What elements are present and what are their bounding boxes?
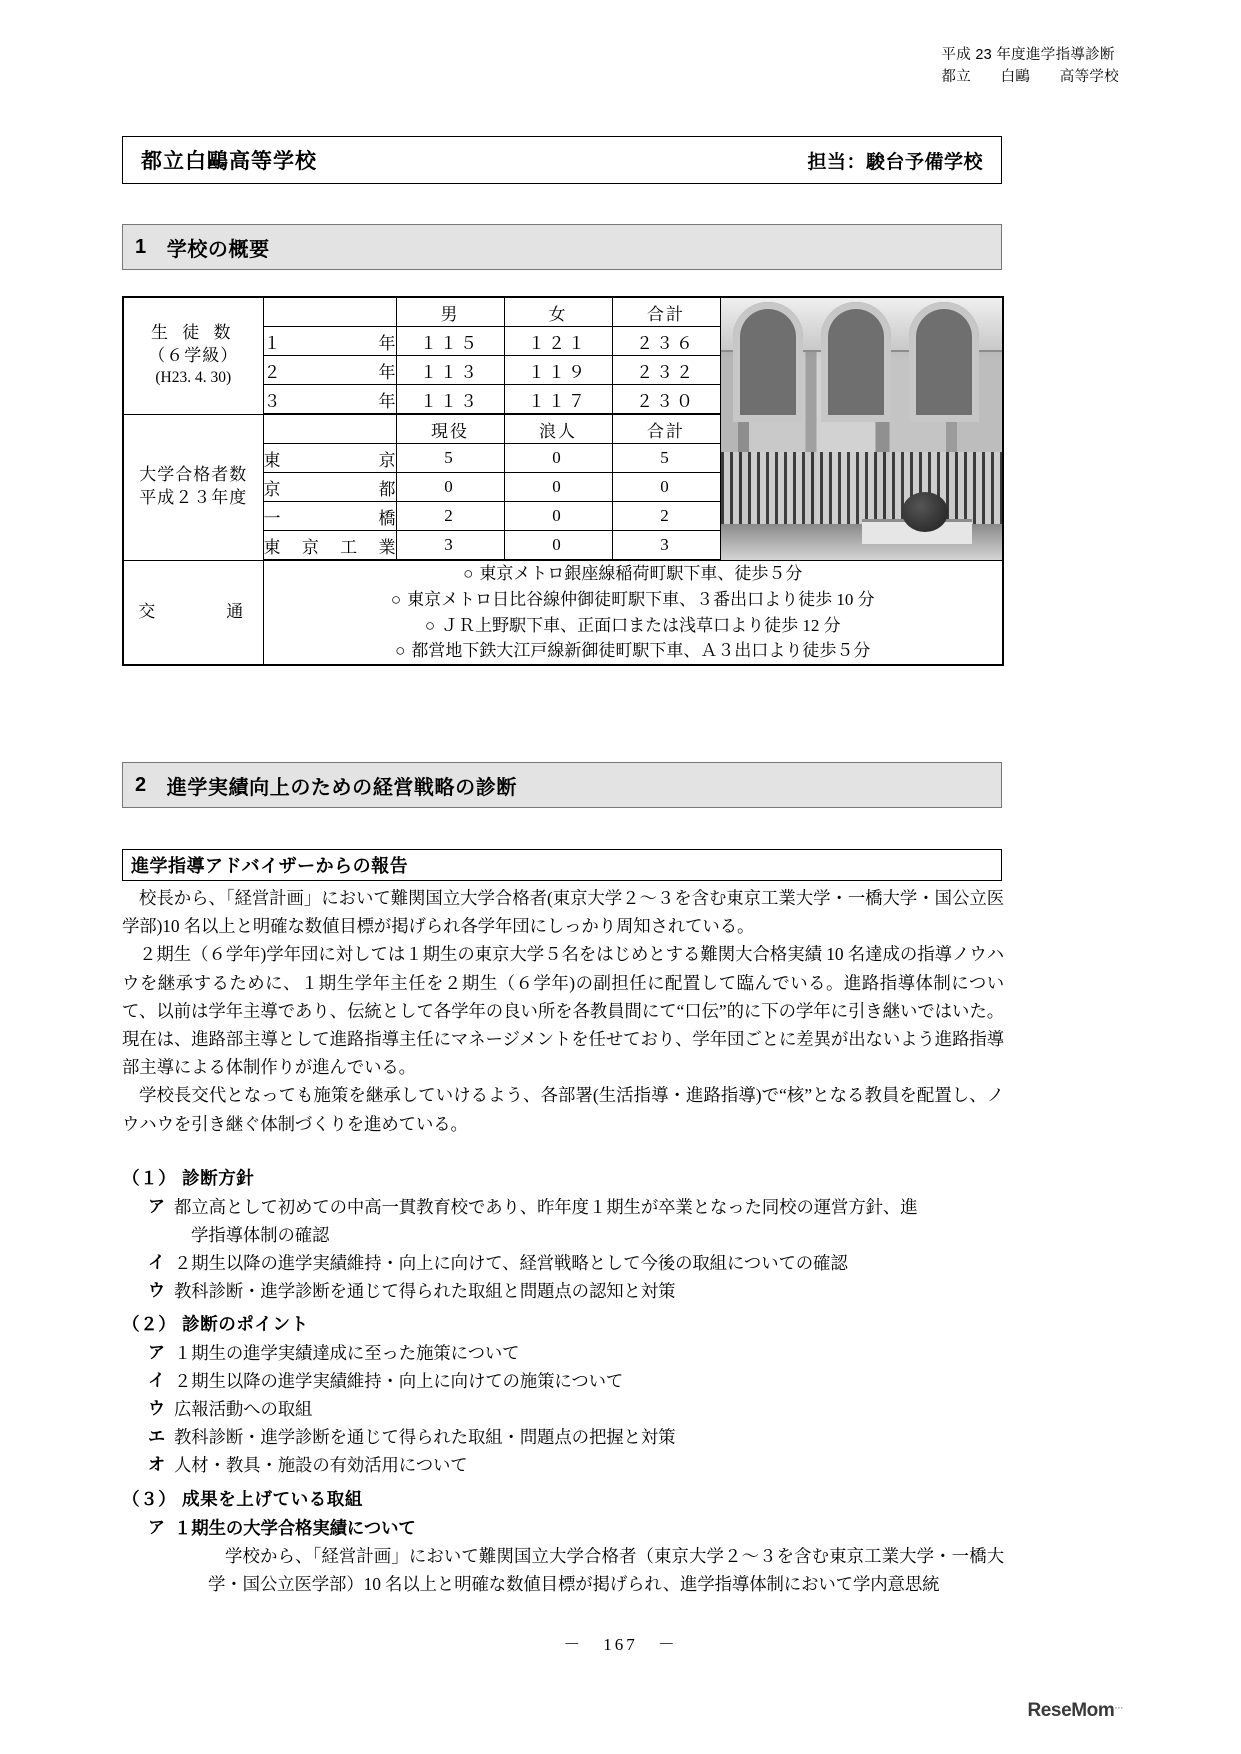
admissions-univ-tokyo-current: 5	[396, 444, 504, 473]
traffic-item-text: 都営地下鉄大江戸線新御徒町駅下車、Ａ３出口より徒歩５分	[411, 641, 871, 661]
traffic-item	[264, 587, 1003, 613]
admissions-header-current: 現役	[396, 414, 504, 444]
admissions-univ-kyoto: 京 都	[263, 473, 396, 502]
group-2-label: 診断のポイント	[182, 1314, 309, 1334]
closing-paragraph	[174, 1542, 1004, 1598]
students-header-blank	[263, 297, 396, 327]
traffic-item-text: 東京メトロ銀座線稲荷町駅下車、徒歩５分	[479, 564, 803, 583]
admissions-univ-hitotsubashi-ronin: 0	[504, 502, 612, 531]
admissions-row-label	[123, 414, 263, 560]
list-item	[122, 1193, 1004, 1249]
report-paragraph: 校長から、「経営計画」において難関国立大学合格者(東京大学２～３を含む東京工業大学・一橋大学・国公立医学部)10 名以上と明確な数値目標が掲げられ各学年団にしっかり周知されている。	[122, 888, 1004, 937]
circle-bullet-icon: ○	[395, 641, 406, 661]
item-text-bold: １期生の大学合格実績について	[174, 1517, 416, 1538]
photo-fence	[721, 452, 1003, 526]
group-1-title	[122, 1164, 1004, 1193]
report-paragraph: 学校長交代となっても施策を継承していけるよう、各部署(生活指導・進路指導)で“核”となる教員を配置し、ノウハウを引き継ぐ体制づくりを進めている。	[122, 1085, 1004, 1134]
traffic-label-text: 交 通	[138, 601, 249, 621]
item-text: １期生の進学実績達成に至った施策について	[174, 1342, 520, 1363]
students-grade-2-total: ２３２	[612, 356, 720, 385]
students-label-line1: 生 徒 数	[151, 323, 236, 343]
admissions-univ-hitotsubashi: 一 橋	[263, 502, 396, 531]
item-marker: エ	[148, 1427, 165, 1447]
admissions-univ-tokyotech-total: 3	[612, 531, 720, 561]
section-1-number: 1	[135, 235, 147, 258]
school-name: 都立白鷗高等学校	[141, 150, 317, 173]
admissions-univ-kyoto-ronin: 0	[504, 473, 612, 502]
section-heading-2	[122, 762, 1002, 808]
resemom-logo-text: ReseMom	[1027, 1700, 1115, 1721]
section-2-number: 2	[135, 773, 147, 796]
admissions-header-blank	[263, 414, 396, 444]
students-grade-2-female: １１９	[504, 356, 612, 385]
advisor-report-heading	[122, 849, 1002, 881]
list-item	[122, 1277, 1004, 1305]
students-label-line2: （６学級）	[148, 346, 239, 366]
item-text-line1: 都立高として初めての中高一貫教育校であり、昨年度１期生が卒業となった同校の運営方針、進	[174, 1196, 918, 1217]
document-title-bar	[122, 136, 1002, 184]
admissions-univ-hitotsubashi-current: 2	[396, 502, 504, 531]
item-text	[174, 1514, 1004, 1542]
admissions-label-line1: 大学合格者数	[139, 465, 248, 485]
students-grade-2: ２ 年	[263, 356, 396, 385]
group-3-label: 成果を上げている取組	[182, 1489, 363, 1509]
admissions-univ-kyoto-total: 0	[612, 473, 720, 502]
group-1-number: （１）	[122, 1168, 177, 1188]
list-item	[122, 1423, 1004, 1451]
enumeration-group-3	[122, 1485, 1004, 1598]
students-grade-2-male: １１３	[396, 356, 504, 385]
students-grade-3-male: １１３	[396, 385, 504, 415]
students-label-line3: (H23. 4. 30)	[155, 369, 232, 387]
item-marker: オ	[148, 1455, 165, 1475]
list-item	[122, 1395, 1004, 1423]
students-grade-1-male: １１５	[396, 327, 504, 356]
students-grade-3-total: ２３０	[612, 385, 720, 415]
item-text: 広報活動への取組	[174, 1398, 313, 1419]
charge-label: 担当：駿台予備学校	[807, 151, 983, 173]
traffic-item-text: ＪＲ上野駅下車、正面口または浅草口より徒歩 12 分	[441, 615, 841, 635]
list-item	[122, 1249, 1004, 1277]
group-3-number: （３）	[122, 1489, 177, 1509]
page-number: － 167 －	[563, 1635, 678, 1654]
enumeration-group-1	[122, 1164, 1004, 1305]
circle-bullet-icon: ○	[390, 589, 402, 609]
running-header-line2: 都立 白鷗 高等学校	[941, 69, 1119, 86]
traffic-item	[264, 638, 1003, 664]
item-text	[174, 1193, 1004, 1249]
list-item	[122, 1339, 1004, 1367]
item-text: ２期生以降の進学実績維持・向上に向けて、経営戦略として今後の取組についての確認	[174, 1252, 848, 1273]
advisor-report-body	[122, 884, 1004, 1138]
photo-arch	[733, 302, 803, 422]
students-header-male: 男	[396, 297, 504, 327]
students-grade-3-female: １１７	[504, 385, 612, 415]
item-marker-blank	[122, 1542, 174, 1598]
section-heading-1	[122, 224, 1002, 270]
students-grade-1-female: １２１	[504, 327, 612, 356]
table-row	[123, 297, 1003, 327]
admissions-univ-tokyo: 東 京	[263, 444, 396, 473]
admissions-header-total: 合計	[612, 414, 720, 444]
admissions-univ-tokyotech: 東 京 工 業	[263, 531, 396, 561]
admissions-univ-tokyo-total: 5	[612, 444, 720, 473]
circle-bullet-icon: ○	[463, 564, 474, 583]
photo-arch	[821, 302, 891, 422]
photo-arch	[909, 302, 979, 422]
section-2-label: 進学実績向上のための経営戦略の診断	[166, 776, 517, 799]
list-item	[122, 1542, 1004, 1598]
group-2-number: （２）	[122, 1314, 177, 1334]
students-grade-1-total: ２３６	[612, 327, 720, 356]
circle-bullet-icon: ○	[424, 615, 436, 635]
item-marker: ア	[148, 1196, 165, 1216]
traffic-item-text: 東京メトロ日比谷線仲御徒町駅下車、３番出口より徒歩 10 分	[407, 589, 875, 609]
table-row	[123, 560, 1003, 665]
photo-image	[721, 298, 1003, 560]
running-header	[941, 44, 1119, 89]
admissions-univ-tokyotech-current: 3	[396, 531, 504, 561]
group-3-title	[122, 1485, 1004, 1514]
traffic-item	[264, 613, 1003, 639]
item-marker: ア	[148, 1517, 165, 1537]
school-outline-table	[122, 296, 1004, 666]
traffic-item	[264, 561, 1003, 587]
admissions-univ-tokyo-ronin: 0	[504, 444, 612, 473]
advisor-report-heading-text: 進学指導アドバイザーからの報告	[131, 856, 409, 876]
school-building-photo	[720, 297, 1003, 560]
enumeration-group-2	[122, 1310, 1004, 1479]
item-marker: イ	[148, 1370, 165, 1390]
list-item	[122, 1367, 1004, 1395]
traffic-list	[263, 560, 1003, 665]
traffic-row-label	[123, 560, 263, 665]
item-text: 人材・教具・施設の有効活用について	[174, 1455, 468, 1476]
group-1-label: 診断方針	[182, 1168, 255, 1188]
students-row-label	[123, 297, 263, 414]
item-marker: ウ	[148, 1281, 165, 1301]
item-marker: ウ	[148, 1398, 165, 1418]
students-grade-3: ３ 年	[263, 385, 396, 415]
students-grade-1: １ 年	[263, 327, 396, 356]
item-text-line2: 学指導体制の確認	[191, 1224, 330, 1245]
list-item	[122, 1514, 1004, 1542]
photo-bush	[902, 492, 948, 532]
resemom-logo	[1027, 1700, 1123, 1722]
admissions-header-ronin: 浪人	[504, 414, 612, 444]
item-text: 教科診断・進学診断を通じて得られた取組と問題点の認知と対策	[174, 1281, 676, 1302]
students-header-female: 女	[504, 297, 612, 327]
closing-paragraph-text: 学校から、「経営計画」において難関国立大学合格者（東京大学２～３を含む東京工業大学・一橋大学・国公立医学部）10 名以上と明確な数値目標が掲げられ、進学指導体制において学内意思統	[208, 1545, 1004, 1594]
admissions-univ-hitotsubashi-total: 2	[612, 502, 720, 531]
resemom-logo-sup: …	[1114, 1700, 1123, 1711]
item-text: 教科診断・進学診断を通じて得られた取組・問題点の把握と対策	[174, 1427, 676, 1448]
group-2-title	[122, 1310, 1004, 1339]
admissions-univ-tokyotech-ronin: 0	[504, 531, 612, 561]
list-item	[122, 1451, 1004, 1479]
admissions-label-line2: 平成２３年度	[139, 488, 248, 507]
item-marker: イ	[148, 1252, 165, 1272]
item-marker: ア	[148, 1342, 165, 1362]
item-text: ２期生以降の進学実績維持・向上に向けての施策について	[174, 1370, 624, 1391]
report-paragraph: ２期生（６学年)学年団に対しては１期生の東京大学５名をはじめとする難関大合格実績 10 名達成の指導ノウハウを継承するために、１期生学年主任を２期生（６学年)の副担任に配置して臨んでいる。進路指導体制について、以前は学年主導であり、伝統として各学年の良い所を各教員間にて“口伝”的に下の学年に引き継いではいた。現在は、進路部主導として進路指導主任にマネージメントを任せており、学年団ごとに差異が出ないよう進路指導部主導による体制作りが進んでいる。	[122, 944, 1004, 1078]
section-1-label: 学校の概要	[166, 238, 270, 261]
students-header-total: 合計	[612, 297, 720, 327]
running-header-line1: 平成 23 年度進学指導診断	[941, 47, 1115, 63]
admissions-univ-kyoto-current: 0	[396, 473, 504, 502]
